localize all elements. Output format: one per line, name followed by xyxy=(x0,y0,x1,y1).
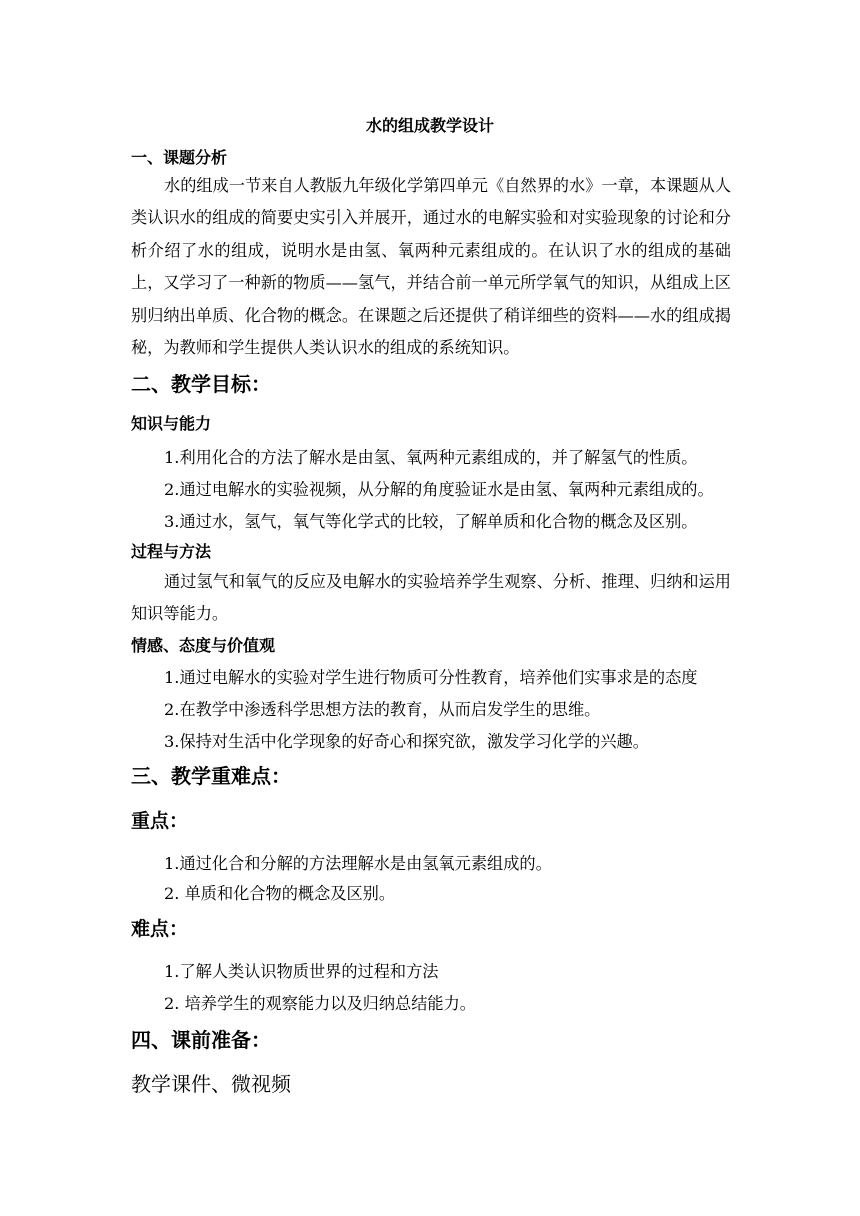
knowledge-heading: 知识与能力 xyxy=(131,414,212,433)
knowledge-item-3: 3.通过水，氢气，氧气等化学式的比较，了解单质和化合物的概念及区别。 xyxy=(164,512,698,531)
section-1-heading: 一、课题分析 xyxy=(131,148,228,167)
section-4-heading: 四、课前准备： xyxy=(131,1028,271,1052)
process-heading: 过程与方法 xyxy=(131,542,212,561)
emotion-item-2: 2.在教学中渗透科学思想方法的教育，从而启发学生的思维。 xyxy=(164,700,601,719)
section-3-heading: 三、教学重难点： xyxy=(131,764,291,788)
key-point-2: 2. 单质和化合物的概念及区别。 xyxy=(164,884,396,903)
emotion-item-1: 1.通过电解水的实验对学生进行物质可分性教育，培养他们实事求是的态度 xyxy=(164,668,698,687)
section-4-body: 教学课件、微视频 xyxy=(131,1072,291,1096)
difficult-point-2: 2. 培养学生的观察能力以及归纳总结能力。 xyxy=(164,994,476,1013)
key-point-1: 1.通过化合和分解的方法理解水是由氢氧元素组成的。 xyxy=(164,854,552,873)
emotion-heading: 情感、态度与价值观 xyxy=(131,636,276,655)
section-2-heading: 二、教学目标： xyxy=(131,372,271,396)
section-1-body: 水的组成一节来自人教版九年级化学第四单元《自然界的水》一章，本课题从人类认识水的组成的简要史实引入并展开，通过水的电解实验和对实验现象的讨论和分析介绍了水的组成，说明水是由氢、氧两种元素组成的。在认识了水的组成的基础上，又学习了一种新的物质——氢气，并结合前一单元所学氧气的知识，从组成上区别归纳出单质、化合物的概念。在课题之后还提供了稍详细些的资料——水的组成揭秘，为教师和学生提供人类认识水的组成的系统知识。 xyxy=(131,176,731,358)
difficult-point-1: 1.了解人类认识物质世界的过程和方法 xyxy=(164,962,439,981)
difficult-points-heading: 难点： xyxy=(131,918,189,940)
document-title: 水的组成教学设计 xyxy=(365,116,494,135)
emotion-item-3: 3.保持对生活中化学现象的好奇心和探究欲，激发学习化学的兴趣。 xyxy=(164,732,649,751)
knowledge-item-2: 2.通过电解水的实验视频，从分解的角度验证水是由氢、氧两种元素组成的。 xyxy=(164,480,714,499)
key-points-heading: 重点： xyxy=(131,810,189,832)
process-body: 通过氢气和氧气的反应及电解水的实验培养学生观察、分析、推理、归纳和运用知识等能力。 xyxy=(131,572,731,624)
knowledge-item-1: 1.利用化合的方法了解水是由氢、氧两种元素组成的，并了解氢气的性质。 xyxy=(164,448,698,467)
